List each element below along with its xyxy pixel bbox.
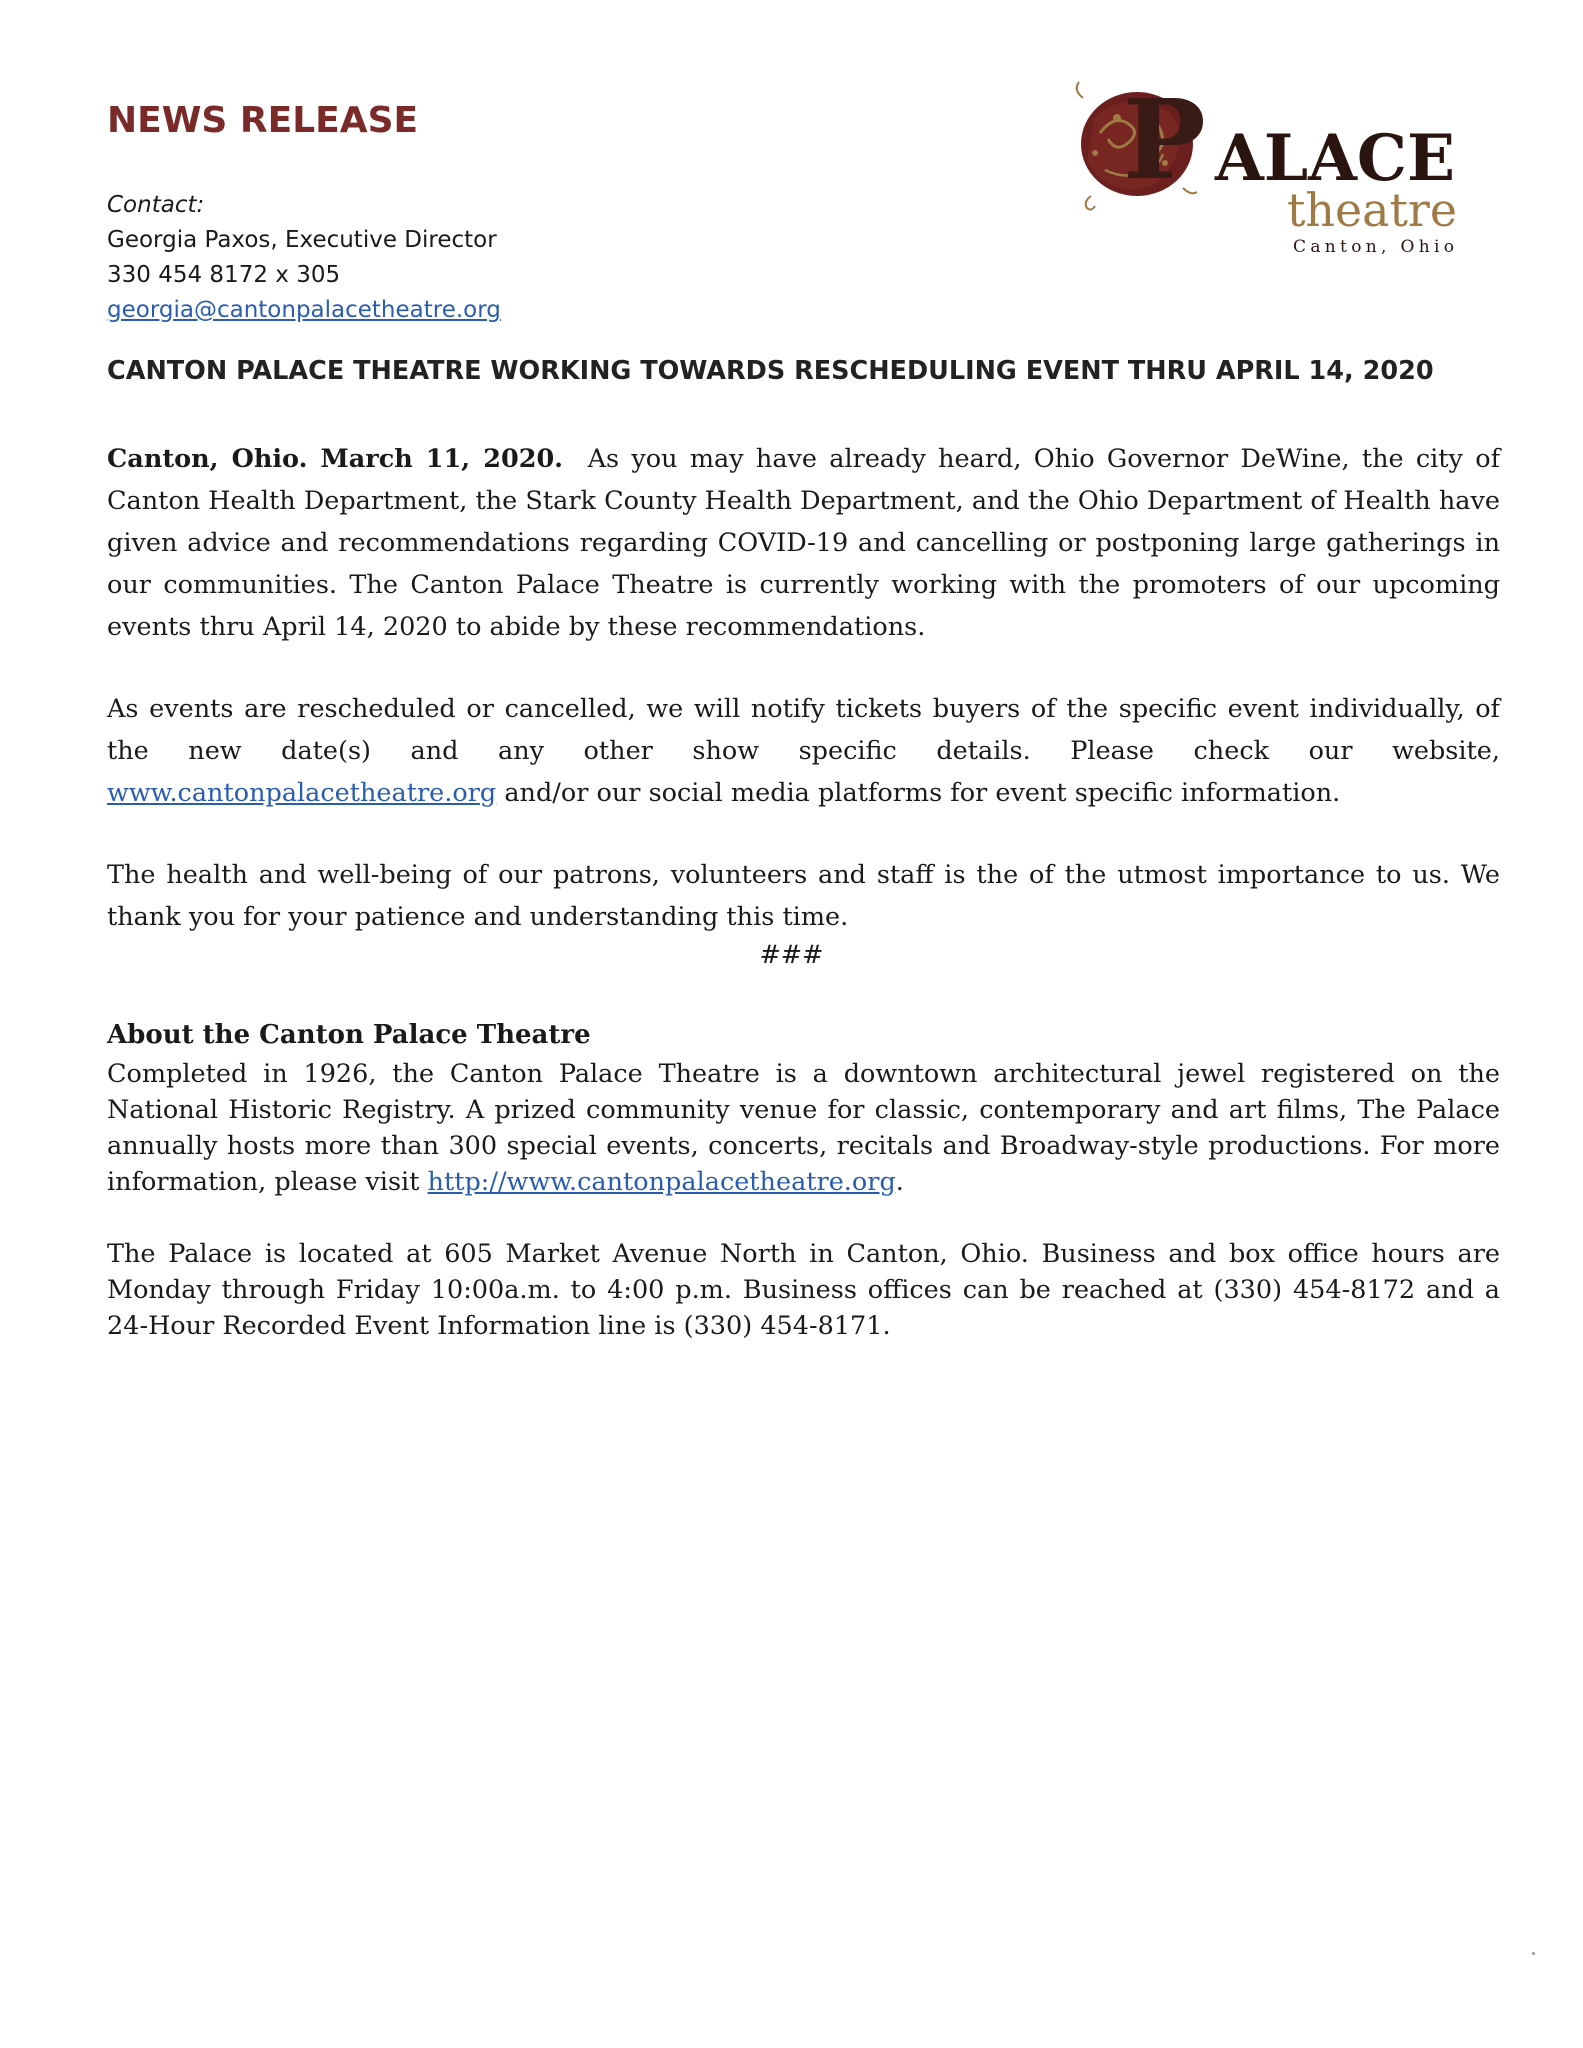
- body-paragraph-1: [107, 438, 1500, 648]
- contact-label: Contact:: [107, 192, 205, 218]
- palace-theatre-logo: [1065, 78, 1465, 258]
- headline: CANTON PALACE THEATRE WORKING TOWARDS RESCHEDULING EVENT THRU APRIL 14, 2020: [107, 356, 1434, 386]
- logo-location: Canton, Ohio: [1293, 237, 1459, 257]
- about-paragraph-1-start: Completed in 1926, the Canton Palace Theatre is a downtown architectural jewel registered on the National Historic Registry. A prized community venue for classic, contemporary and art films, The Palace annually hosts more than 300 special events, concerts, recitals and Broadway-style productions. For more information, please visit: [107, 1059, 1500, 1197]
- page-title: NEWS RELEASE: [107, 100, 419, 141]
- logo-word-theatre: theatre: [1287, 183, 1457, 237]
- contact-phone: 330 454 8172 x 305: [107, 262, 341, 288]
- about-website-link[interactable]: http://www.cantonpalacetheatre.org: [427, 1167, 896, 1197]
- logo-word-alace: ALACE: [1214, 121, 1455, 196]
- end-separator: ###: [759, 940, 824, 970]
- contact-name: Georgia Paxos, Executive Director: [107, 227, 497, 253]
- about-heading: About the Canton Palace Theatre: [107, 1020, 591, 1050]
- scan-speck: [1532, 1952, 1535, 1955]
- body-paragraph-2-end: and/or our social media platforms for event specific information.: [504, 778, 1341, 808]
- logo-letter-p: P: [1123, 78, 1206, 204]
- body-paragraph-1-text: As you may have already heard, Ohio Governor DeWine, the city of Canton Health Department, the Stark County Health Department, and the Ohio Department of Health have given advice and recommendations regarding COVID-19 and cancelling or postponing large gatherings in our communities. The Canton Palace Theatre is currently working with the promoters of our upcoming events thru April 14, 2020 to abide by these recommendations.: [107, 444, 1501, 642]
- about-paragraph-2: The Palace is located at 605 Market Avenue North in Canton, Ohio. Business and box office hours are Monday through Friday 10:00a.m. to 4:00 p.m. Business offices can be reached at (330) 454-8172 and a 24-Hour Recorded Event Information line is (330) 454-8171.: [107, 1239, 1500, 1341]
- body-paragraph-3: The health and well-being of our patrons, volunteers and staff is the of the utmost importance to us. We thank you for your patience and understanding this time.: [107, 860, 1500, 932]
- dateline: Canton, Ohio. March 11, 2020.: [107, 444, 564, 474]
- contact-email-link[interactable]: georgia@cantonpalacetheatre.org: [107, 297, 501, 323]
- about-paragraph-1-end: .: [895, 1167, 904, 1197]
- body-paragraph-2-start: As events are rescheduled or cancelled, we will notify tickets buyers of the specific event individually, of the new date(s) and any other show specific details. Please check our website,: [107, 694, 1500, 766]
- body-paragraph-2: [107, 688, 1500, 814]
- about-paragraph-1: [107, 1056, 1500, 1200]
- website-link[interactable]: www.cantonpalacetheatre.org: [107, 778, 497, 808]
- contact-block: [107, 188, 501, 328]
